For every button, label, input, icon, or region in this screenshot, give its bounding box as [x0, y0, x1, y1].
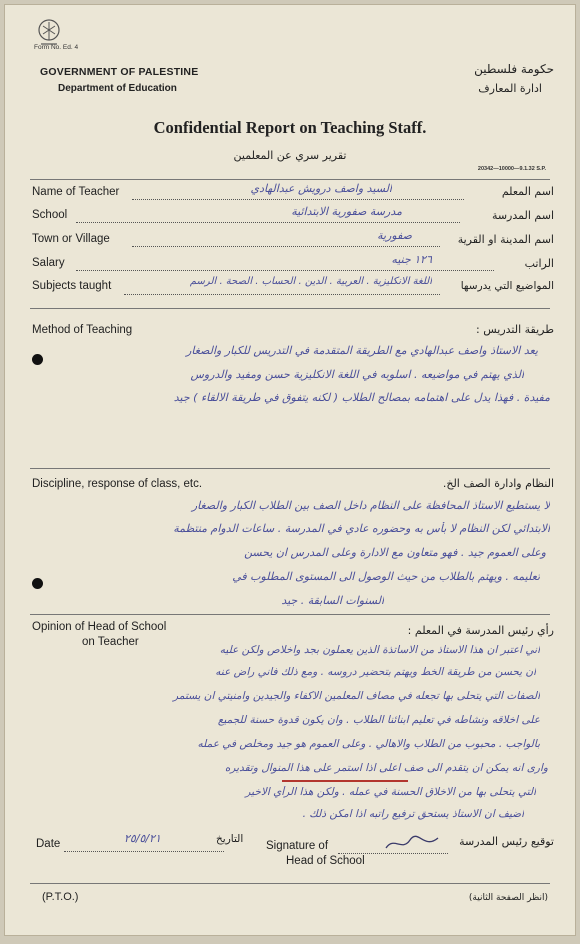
field-row-subjects: Subjects taught اللغة الانكليزية . العربية . الدين . الحساب . الصحة . الرسم المواضيع التي يدرسها [32, 278, 554, 300]
rule-after-method [30, 468, 550, 469]
town-value: صفورية [377, 229, 412, 242]
department-title-ar: ادارة المعارف [478, 82, 542, 95]
rule-footer [30, 883, 550, 884]
red-underline [282, 780, 408, 782]
field-row-town: Town or Village صفورية اسم المدينة او القرية [32, 229, 554, 246]
rule-after-fields [30, 308, 550, 309]
discipline-line-4: تعليمه . ويهتم بالطلاب من حيث الوصول الى المستوى المطلوب في [232, 570, 540, 583]
opinion-line-7: التي يتحلى بها من الاخلاق الحسنة في عمله . ولكن هذا الرأي الاخير [245, 786, 536, 798]
opinion-line-8: اضيف ان الاستاذ يستحق ترفيع راتبه اذا امكن ذلك . [302, 808, 524, 820]
discipline-label-en: Discipline, response of class, etc. [32, 478, 203, 490]
discipline-line-1: لا يستطيع الاستاذ المحافظة على النظام داخل الصف بين الطلاب الكبار والصغار [191, 499, 550, 512]
opinion-line-1: اني اعتبر ان هذا الاستاذ من الاساتذة الذين يعملون بجد واخلاص ولكن عليه [219, 644, 540, 656]
form-number: Form No. Ed. 4 [34, 44, 79, 51]
method-line-2: الذي يهتم في مواضيعه . اسلوبه في اللغة الانكليزية حسن ومفيد والدروس [190, 368, 524, 381]
opinion-label-en-2: on Teacher [82, 636, 139, 648]
opinion-line-4: على اخلاقه ونشاطه في تعليم ابنائنا الطلاب . وان يكون قدوة حسنة للجميع [217, 714, 540, 726]
opinion-label-ar: رأي رئيس المدرسة في المعلم : [407, 624, 554, 637]
pto-ar: (انظر الصفحة الثانية) [468, 893, 548, 903]
opinion-line-6: وارى انه يمكن ان يتقدم الى صف اعلى اذا استمر على هذا المنوال وتقديره [224, 762, 548, 774]
method-line-3: مفيدة . فهذا يدل على اهتمامه بمصالح الطلاب ( لكنه يتفوق في طريقة الالقاء ) جيد [173, 391, 550, 404]
opinion-label-en-1: Opinion of Head of School [32, 621, 167, 633]
document-page [4, 4, 576, 936]
date-label-en: Date [36, 838, 61, 850]
opinion-line-3: الصفات التي يتحلى بها تجعله في مصاف المعلمين الاكفاء والجيدين وامنيتي ان يستمر [173, 690, 540, 702]
method-line-1: يعد الاستاذ واصف عبدالهادي مع الطريقة المتقدمة في التدريس للكبار والصغار [186, 344, 538, 357]
signature-label-1: Signature of [266, 840, 329, 852]
teacher-name-value: السيد واصف درويش عبدالهادي [250, 182, 392, 195]
salary-value: ١٢٦ جنيه [391, 253, 432, 266]
punch-hole-top [32, 354, 43, 365]
report-title-en: Confidential Report on Teaching Staff. [153, 118, 427, 137]
method-label-en: Method of Teaching [32, 324, 133, 336]
date-value: ٢٥/٥/٢١ [124, 832, 161, 845]
government-title-en: GOVERNMENT OF PALESTINE [40, 66, 199, 78]
subjects-value: اللغة الانكليزية . العربية . الدين . الحساب . الصحة . الرسم [189, 276, 432, 287]
discipline-label-ar: النظام وادارة الصف الخ. [442, 477, 554, 490]
report-title-ar: تقرير سري عن المعلمين [233, 149, 347, 162]
print-code: 20342—10000—9.1.32 S.P. [477, 166, 546, 172]
signature-label-2: Head of School [286, 855, 365, 867]
opinion-line-5: بالواجب . محبوب من الطلاب والاهالي . وعلى العموم هو جيد ومخلص في عمله [197, 738, 540, 750]
school-value: مدرسة صفورية الابتدائية [291, 205, 402, 218]
field-row-salary: Salary ١٢٦ جنيه الراتب [32, 253, 554, 270]
top-rule [30, 179, 550, 180]
date-dotted-line [64, 851, 224, 852]
field-row-school: School مدرسة صفورية الابتدائية اسم المدرسة [32, 205, 554, 222]
discipline-line-2: الابتدائي لكن النظام لا بأس به وحضوره عادي في المدرسة . ساعات الدوام منتظمة [173, 522, 550, 535]
method-label-ar: طريقة التدريس : [476, 323, 554, 336]
government-title-ar: حكومة فلسطين [474, 62, 554, 76]
signature-label-ar: توقيع رئيس المدرسة [459, 835, 554, 848]
signature-mark-icon [384, 832, 440, 854]
punch-hole-bottom [32, 578, 43, 589]
field-row-name: Name of Teacher السيد واصف درويش عبدالهادي اسم المعلم [32, 182, 554, 198]
opinion-line-2: ان يحسن من طريقة الخط ويهتم بتحضير دروسه . ومع ذلك فاني راض عنه [215, 666, 536, 678]
pto-en: (P.T.O.) [42, 891, 79, 903]
date-label-ar: التاريخ [216, 833, 244, 845]
discipline-line-3: وعلى العموم جيد . فهو متعاون مع الادارة وعلى المدرس ان يحسن [244, 546, 546, 559]
rule-after-discipline [30, 614, 550, 615]
department-title-en: Department of Education [58, 83, 177, 94]
discipline-line-5: السنوات السابقة . جيد [281, 594, 384, 607]
